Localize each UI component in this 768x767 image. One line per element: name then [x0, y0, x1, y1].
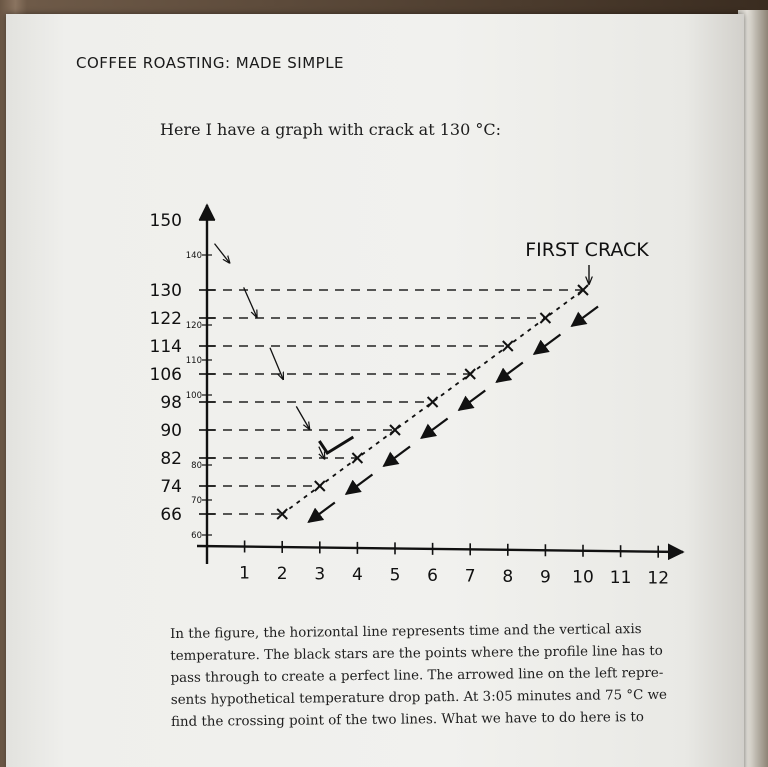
drop-path-arrow: [244, 287, 257, 317]
x-tick-label: 7: [464, 566, 476, 587]
drop-path-arrow: [215, 244, 230, 263]
x-tick-label: 12: [647, 568, 670, 589]
y-minor-label: 120: [185, 321, 202, 331]
y-major-label: 74: [160, 477, 182, 497]
y-minor-label: 110: [185, 356, 202, 366]
x-tick-label: 9: [539, 567, 551, 588]
descent-arrow: [497, 362, 523, 382]
point-marker: [315, 481, 325, 491]
running-head: COFFEE ROASTING: MADE SIMPLE: [76, 54, 345, 72]
point-marker: [503, 341, 513, 351]
first-crack-label: FIRST CRACK: [525, 239, 649, 261]
drop-path-arrow: [296, 406, 309, 429]
x-tick-label: 10: [572, 567, 594, 588]
y-major-label: 82: [160, 449, 182, 469]
y-minor-label: 140: [185, 251, 202, 261]
body-line: temperature. The black stars are the points where the profile line has to: [170, 643, 663, 664]
body-line: In the figure, the horizontal line represents time and the vertical axis: [170, 622, 642, 642]
y-major-label: 106: [149, 365, 182, 385]
body-line: pass through to create a perfect line. The arrowed line on the left repre-: [170, 665, 664, 686]
body-paragraph: [170, 618, 701, 734]
y-major-label: 150: [149, 211, 182, 231]
x-tick-label: 5: [389, 565, 401, 586]
x-tick-label: 4: [351, 564, 363, 585]
crossing-check-mark: [319, 437, 353, 453]
y-minor-label: 80: [191, 461, 202, 471]
y-minor-label: 70: [191, 496, 202, 506]
x-tick-label: 6: [427, 565, 439, 586]
body-line: sents hypothetical temperature drop path. At 3:05 minutes and 75 °C we: [170, 687, 668, 708]
y-major-label: 130: [149, 281, 182, 301]
x-axis: [197, 546, 683, 552]
y-major-label: 122: [149, 309, 182, 329]
descent-arrow: [459, 390, 485, 410]
x-tick-label: 8: [502, 566, 514, 587]
y-major-label: 98: [160, 393, 182, 413]
body-line: find the crossing point of the two lines. What we have to do here is to: [170, 710, 644, 730]
descent-arrow: [346, 474, 372, 494]
intro-text: Here I have a graph with crack at 130 °C:: [160, 120, 501, 139]
descent-arrow: [421, 418, 447, 438]
x-tick-label: 11: [609, 568, 632, 589]
descent-arrow: [384, 446, 410, 466]
y-minor-label: 100: [185, 391, 202, 401]
descent-arrow: [534, 334, 560, 354]
y-major-label: 66: [160, 505, 182, 525]
point-marker: [428, 397, 438, 407]
y-major-label: 114: [149, 337, 182, 357]
point-marker: [540, 313, 550, 323]
x-tick-label: 1: [239, 563, 251, 584]
x-tick-label: 3: [314, 564, 326, 585]
descent-arrow: [572, 306, 598, 326]
y-major-label: 90: [160, 421, 182, 441]
descent-arrow: [309, 502, 335, 522]
y-minor-label: 60: [191, 531, 202, 541]
x-tick-label: 2: [276, 563, 288, 584]
